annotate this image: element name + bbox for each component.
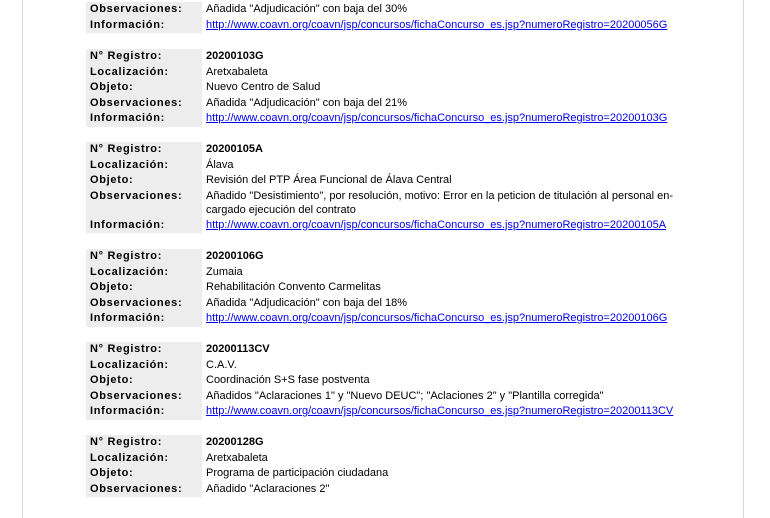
localizacion-label: Localización:	[86, 158, 202, 174]
informacion-link[interactable]: http://www.coavn.org/coavn/jsp/concursos/fichaConcurso_es.jsp?numeroRegistro=20200105A	[206, 218, 667, 231]
observaciones-value: Añadida "Adjudicación" con baja del 18%	[206, 296, 408, 309]
observaciones-value: Añadidos "Aclaraciones 1" y "Nuevo DEUC"; "Aclaciones 2" y "Plantilla corregida"	[206, 389, 604, 402]
objeto-value: Coordinación S+S fase postventa	[206, 374, 370, 386]
informacion-link[interactable]: http://www.coavn.org/coavn/jsp/concursos/fichaConcurso_es.jsp?numeroRegistro=20200056G	[206, 18, 668, 31]
observaciones-label: Observaciones:	[86, 482, 202, 498]
observaciones-value: Añadida "Adjudicación" con baja del 30%	[206, 3, 408, 15]
registro-value: 20200103G	[206, 50, 264, 62]
localizacion-value: Zumaia	[206, 265, 243, 278]
record-20200103G	[86, 49, 686, 127]
objeto-label: Objeto:	[86, 173, 202, 189]
registro-value: 20200113CV	[206, 343, 270, 355]
observaciones-line-1: Añadido "Desistimiento", por resolución, motivo: Error en la peticion de titulación al personal en-	[206, 189, 673, 202]
observaciones-value	[202, 189, 673, 218]
localizacion-label: Localización:	[86, 65, 202, 81]
informacion-label: Información:	[86, 404, 202, 420]
localizacion-value: Álava	[206, 158, 234, 171]
objeto-value: Nuevo Centro de Salud	[206, 81, 321, 93]
informacion-label: Información:	[86, 18, 202, 34]
localizacion-value: Aretxabaleta	[206, 451, 268, 464]
observaciones-value: Añadida "Adjudicación" con baja del 21%	[206, 96, 408, 109]
objeto-label: Objeto:	[86, 80, 202, 96]
registro-label: N° Registro:	[86, 435, 202, 451]
record-20200105A	[86, 142, 686, 233]
informacion-link[interactable]: http://www.coavn.org/coavn/jsp/concursos/fichaConcurso_es.jsp?numeroRegistro=20200103G	[206, 112, 668, 124]
registro-value: 20200106G	[206, 250, 264, 262]
observaciones-label: Observaciones:	[86, 389, 202, 405]
registro-label: N° Registro:	[86, 49, 202, 65]
record-20200128G	[86, 435, 686, 497]
record-20200113CV	[86, 342, 686, 420]
localizacion-label: Localización:	[86, 451, 202, 467]
observaciones-value: Añadido "Aclaraciones 2"	[206, 482, 330, 495]
observaciones-label: Observaciones:	[86, 189, 202, 218]
informacion-label: Información:	[86, 311, 202, 327]
objeto-value: Revisión del PTP Área Funcional de Álava Central	[206, 174, 452, 186]
objeto-value: Rehabilitación Convento Carmelitas	[206, 281, 381, 293]
objeto-label: Objeto:	[86, 466, 202, 482]
localizacion-value: C.A.V.	[206, 358, 237, 371]
objeto-label: Objeto:	[86, 280, 202, 296]
registro-value: 20200128G	[206, 436, 264, 448]
registro-label: N° Registro:	[86, 249, 202, 265]
objeto-value: Programa de participación ciudadana	[206, 467, 389, 479]
localizacion-label: Localización:	[86, 358, 202, 374]
record-20200106G	[86, 249, 686, 327]
informacion-label: Información:	[86, 111, 202, 127]
localizacion-label: Localización:	[86, 265, 202, 281]
observaciones-line-2: cargado ejecución del contrato	[206, 203, 356, 216]
localizacion-value: Aretxabaleta	[206, 65, 268, 78]
registro-value: 20200105A	[206, 143, 263, 155]
observaciones-label: Observaciones:	[86, 2, 202, 18]
informacion-link[interactable]: http://www.coavn.org/coavn/jsp/concursos/fichaConcurso_es.jsp?numeroRegistro=20200113CV	[206, 405, 674, 417]
objeto-label: Objeto:	[86, 373, 202, 389]
observaciones-label: Observaciones:	[86, 296, 202, 312]
informacion-label: Información:	[86, 218, 202, 234]
observaciones-label: Observaciones:	[86, 96, 202, 112]
informacion-link[interactable]: http://www.coavn.org/coavn/jsp/concursos/fichaConcurso_es.jsp?numeroRegistro=20200106G	[206, 312, 668, 324]
registro-label: N° Registro:	[86, 342, 202, 358]
registro-label: N° Registro:	[86, 142, 202, 158]
record-20200056G	[86, 2, 686, 33]
